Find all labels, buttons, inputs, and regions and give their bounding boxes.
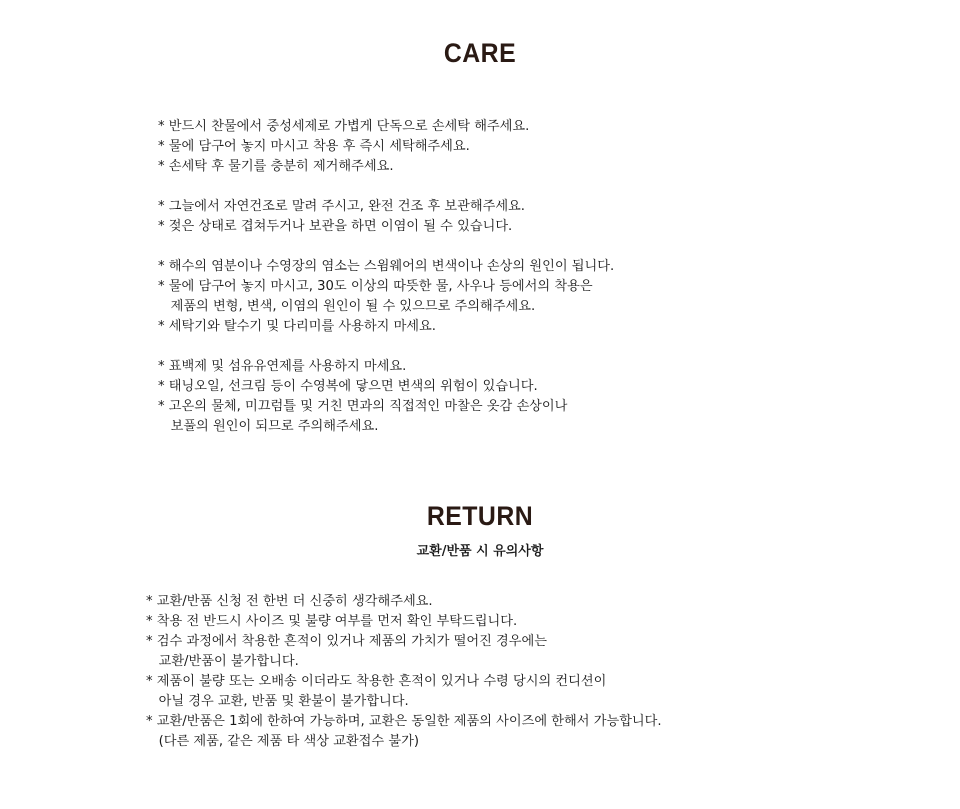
return-title: RETURN (426, 501, 534, 531)
care-instructions (158, 117, 614, 437)
return-line: * 착용 전 반드시 사이즈 및 불량 여부를 먼저 확인 부탁드립니다. (146, 614, 518, 629)
care-line: * 반드시 찬물에서 중성세제로 가볍게 단독으로 손세탁 해주세요. (158, 119, 530, 134)
care-line: * 해수의 염분이나 수영장의 염소는 스윔웨어의 변색이나 손상의 원인이 됩니다. (158, 259, 615, 274)
care-line: * 젖은 상태로 겹쳐두거나 보관을 하면 이염이 될 수 있습니다. (158, 219, 513, 234)
care-line: * 표백제 및 섬유유연제를 사용하지 마세요. (158, 359, 407, 374)
paragraph-spacer (158, 237, 614, 257)
care-line: * 세탁기와 탈수기 및 다리미를 사용하지 마세요. (158, 319, 436, 334)
paragraph-spacer (158, 337, 614, 357)
care-line: * 태닝오일, 선크림 등이 수영복에 닿으면 변색의 위험이 있습니다. (158, 379, 538, 394)
return-line: * 교환/반품 신청 전 한번 더 신중히 생각해주세요. (146, 594, 433, 609)
care-line: 제품의 변형, 변색, 이염의 원인이 될 수 있으므로 주의해주세요. (158, 299, 536, 314)
return-subtitle: 교환/반품 시 유의사항 (416, 544, 544, 559)
return-line: * 교환/반품은 1회에 한하여 가능하며, 교환은 동일한 제품의 사이즈에 한해서 가능합니다. (146, 714, 662, 729)
care-line: * 손세탁 후 물기를 충분히 제거해주세요. (158, 159, 394, 174)
paragraph-spacer (158, 177, 614, 197)
care-line: 보풀의 원인이 되므로 주의해주세요. (158, 419, 379, 434)
care-line: * 고온의 물체, 미끄럼틀 및 거친 면과의 직접적인 마찰은 옷감 손상이나 (158, 399, 568, 414)
care-line: * 물에 담구어 놓지 마시고 착용 후 즉시 세탁해주세요. (158, 139, 470, 154)
return-line: 아닐 경우 교환, 반품 및 환불이 불가합니다. (146, 694, 409, 709)
care-title: CARE (443, 38, 517, 68)
return-line: 교환/반품이 불가합니다. (146, 654, 299, 669)
care-line: * 물에 담구어 놓지 마시고, 30도 이상의 따뜻한 물, 사우나 등에서의 착용은 (158, 279, 593, 294)
return-line: * 검수 과정에서 착용한 흔적이 있거나 제품의 가치가 떨어진 경우에는 (146, 634, 548, 649)
return-line: (다른 제품, 같은 제품 타 색상 교환접수 불가) (146, 734, 419, 749)
return-instructions (146, 592, 662, 752)
return-line: * 제품이 불량 또는 오배송 이더라도 착용한 흔적이 있거나 수령 당시의 컨디션이 (146, 674, 607, 689)
care-line: * 그늘에서 자연건조로 말려 주시고, 완전 건조 후 보관해주세요. (158, 199, 525, 214)
